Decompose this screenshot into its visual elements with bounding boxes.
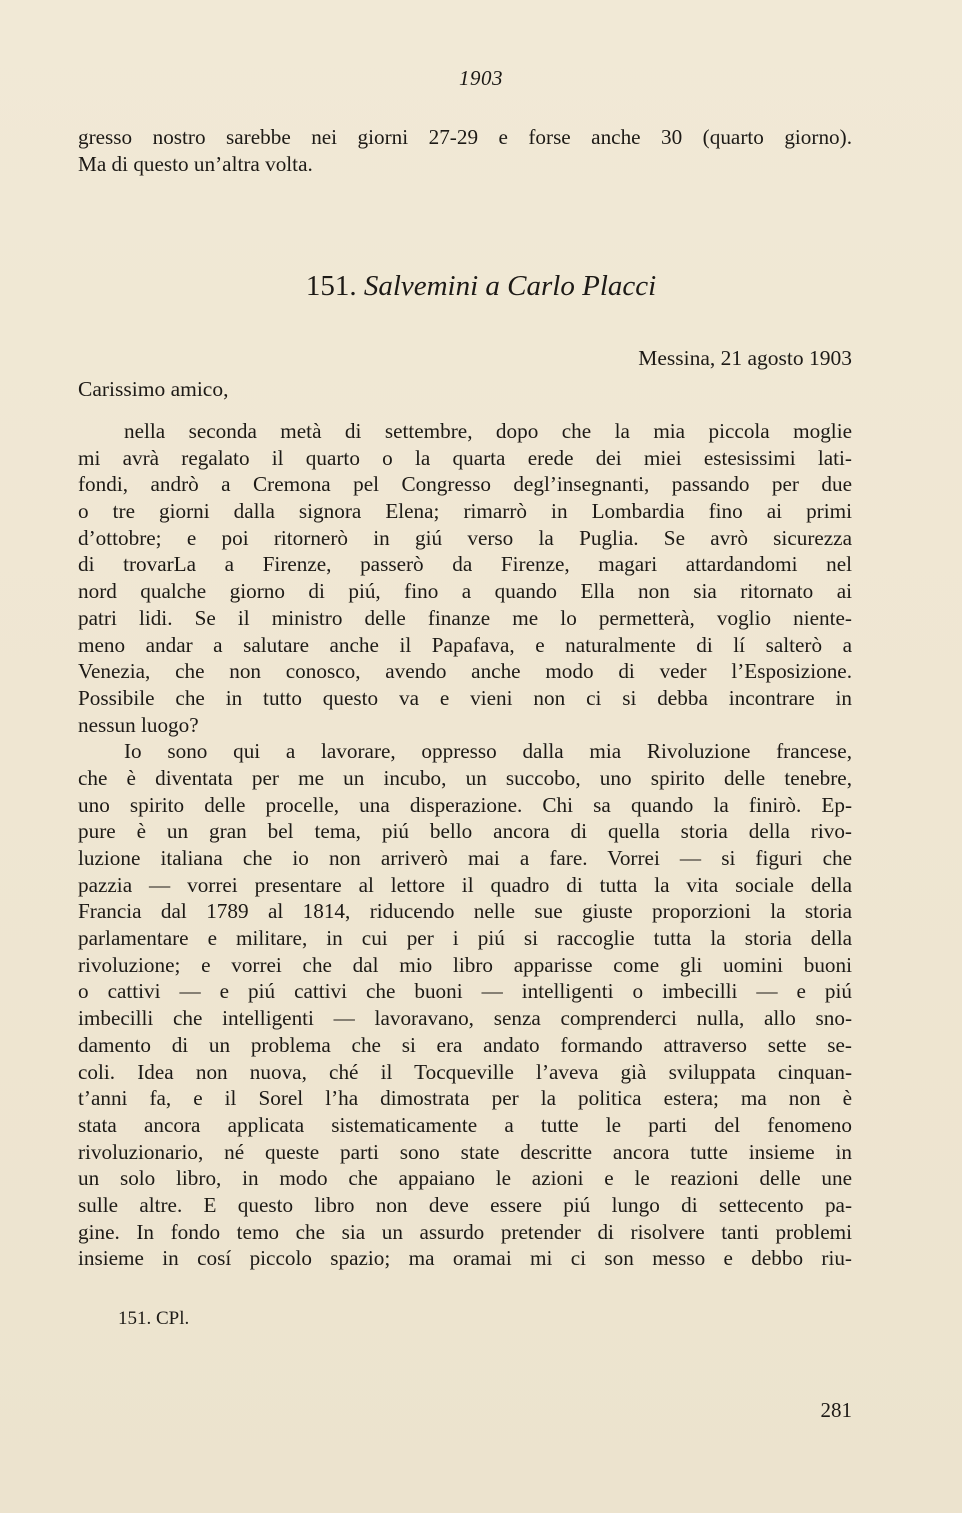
- text-line: damento di un problema che si era andato formando attraverso sette se-: [78, 1032, 852, 1057]
- text-line: d’ottobre; e poi ritornerò in giú verso la Puglia. Se avrò sicurezza: [78, 525, 852, 550]
- text-line: luzione italiana che io non arriverò mai a fare. Vorrei — si figuri che: [78, 846, 852, 870]
- letter-heading: [0, 270, 962, 303]
- page-number: 281: [820, 1398, 852, 1422]
- text-line: nella seconda metà di settembre, dopo che la mia piccola moglie: [124, 419, 852, 443]
- text-line: pazzia — vorrei presentare al lettore il quadro di tutta la vita sociale della: [78, 872, 852, 897]
- letter-place-date: Messina, 21 agosto 1903: [638, 346, 852, 370]
- text-line: nord qualche giorno di piú, fino a quando Ella non sia ritornato ai: [78, 579, 852, 604]
- letter-title: Salvemini a Carlo Placci: [363, 270, 657, 302]
- text-line: gresso nostro sarebbe nei giorni 27-29 e forse anche 30 (quarto giorno).: [78, 125, 852, 149]
- letter-salutation: Carissimo amico,: [78, 377, 229, 401]
- text-line: coli. Idea non nuova, ché il Tocqueville l’aveva già sviluppata cinquan-: [78, 1059, 852, 1084]
- letter-number: 151.: [305, 270, 357, 302]
- text-line: insieme in cosí piccolo spazio; ma oramai mi ci son messo e debbo riu-: [78, 1246, 852, 1271]
- text-line: che è diventata per me un incubo, un succobo, uno spirito delle tenebre,: [78, 765, 852, 790]
- letter-body: [78, 418, 852, 1272]
- text-line: Ma di questo un’altra volta.: [78, 151, 313, 176]
- text-line: Venezia, che non conosco, avendo anche modo di veder l’Esposizione.: [78, 659, 852, 684]
- text-line: mi avrà regalato il quarto o la quarta erede dei miei estesissimi lati-: [78, 445, 852, 470]
- text-line: Io sono qui a lavorare, oppresso dalla mia Rivoluzione francese,: [124, 739, 852, 764]
- text-line: o tre giorni dalla signora Elena; rimarrò in Lombardia fino ai primi: [78, 499, 852, 524]
- footnote: 151. CPl.: [118, 1308, 190, 1329]
- text-line: nessun luogo?: [78, 712, 199, 737]
- text-line: stata ancora applicata sistematicamente a tutte le parti del fenomeno: [78, 1112, 852, 1137]
- text-line: un solo libro, in modo che appaiano le azioni e le reazioni delle une: [78, 1166, 852, 1191]
- text-line: rivoluzione; e vorrei che dal mio libro apparisse come gli uomini buoni: [78, 952, 852, 977]
- running-head: 1903: [459, 66, 503, 90]
- text-line: imbecilli che intelligenti — lavoravano, senza comprenderci nulla, allo sno-: [78, 1006, 852, 1031]
- text-line: Possibile che in tutto questo va e vieni non ci si debba incontrare in: [78, 685, 852, 710]
- text-line: uno spirito delle procelle, una disperazione. Chi sa quando la finirò. Ep-: [78, 792, 852, 817]
- text-line: Francia dal 1789 al 1814, riducendo nelle sue giuste proporzioni la storia: [78, 899, 852, 924]
- continuation-text: [78, 124, 852, 177]
- text-line: rivoluzionario, né queste parti sono state descritte ancora tutte insieme in: [78, 1139, 852, 1164]
- text-line: meno andar a salutare anche il Papafava, e naturalmente di lí salterò a: [78, 632, 852, 657]
- text-line: pure è un gran bel tema, piú bello ancora di quella storia della rivo-: [78, 819, 852, 844]
- text-line: patri lidi. Se il ministro delle finanze me lo permetterà, voglio niente-: [78, 605, 852, 630]
- text-line: parlamentare e militare, in cui per i piú si raccoglie tutta la storia della: [78, 926, 852, 951]
- text-line: fondi, andrò a Cremona pel Congresso degl’insegnanti, passando per due: [78, 472, 852, 497]
- text-line: o cattivi — e piú cattivi che buoni — intelligenti o imbecilli — e piú: [78, 979, 852, 1004]
- text-line: sulle altre. E questo libro non deve essere piú lungo di settecento pa-: [78, 1192, 852, 1217]
- text-line: gine. In fondo temo che sia un assurdo pretender di risolvere tanti problemi: [78, 1219, 852, 1244]
- text-line: t’anni fa, e il Sorel l’ha dimostrata per la politica estera; ma non è: [78, 1086, 852, 1111]
- text-line: di trovarLa a Firenze, passerò da Firenze, magari attardandomi nel: [78, 552, 852, 577]
